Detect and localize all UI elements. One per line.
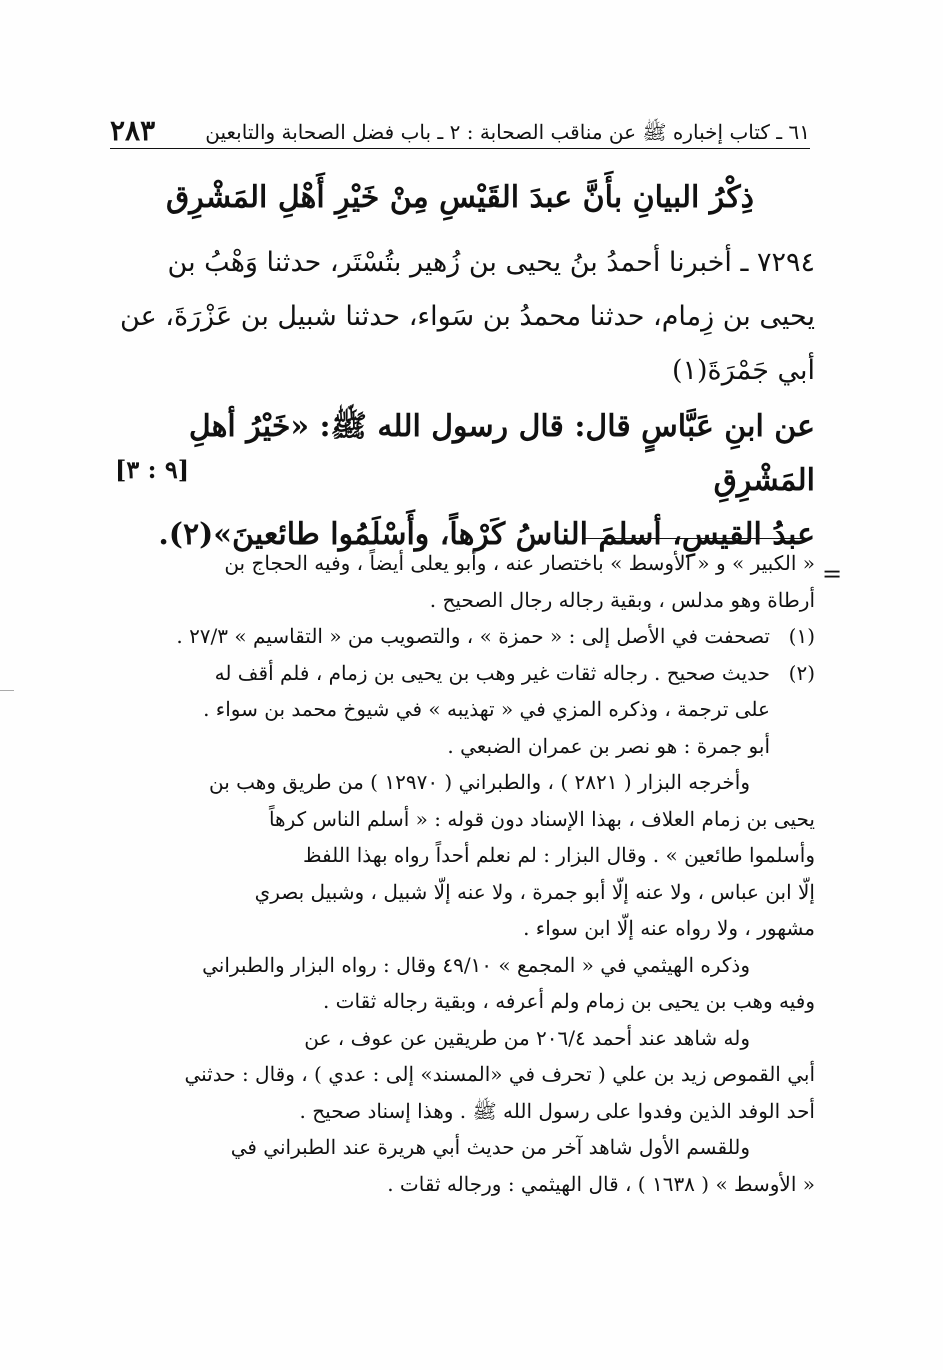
isnad-line: ٧٢٩٤ ـ أخبرنا أحمدُ بنُ يحيى بن زُهير بتُسْتَر، حدثنا وَهْبُ بن [167, 247, 815, 278]
matn-line: عبدُ القيسِ، أسلمَ الناسُ كَرْهاً، وأَسْلَمُوا طائعينَ»(٢). [158, 517, 815, 552]
footnote-continuation-line: « الكبير » و « الأوسط » باختصار عنه ، وأبو يعلى أيضاً ، وفيه الحجاج بن [224, 551, 815, 575]
footnote-line: وأخرجه البزار ( ٢٨٢١ ) ، والطبراني ( ١٢٩٧٠ ) من طريق وهب بن [208, 770, 750, 794]
footnote-line: مشهور ، ولا رواه عنه إلّا ابن سواء . [523, 916, 815, 940]
footnote-number: (١) [788, 624, 815, 648]
footnote-2 [110, 655, 815, 692]
isnad-line: أبي جَمْرَةَ(١) [671, 355, 815, 386]
hadith-reference: [٩ : ٣] [115, 455, 190, 484]
footnote-line: يحيى بن زمام العلاف ، بهذا الإسناد دون قوله : « أسلم الناس كرهاً [268, 806, 815, 831]
footnote-text: تصحفت في الأصل إلى : « حمزة » ، والتصويب من « التقاسيم » ٢٧/٣ . [176, 624, 770, 648]
footnotes [110, 545, 815, 1202]
page-number: ٢٨٣ [110, 114, 156, 147]
footnote-text: حديث صحيح . رجاله ثقات غير وهب بن يحيى بن زمام ، فلم أقف له [214, 660, 770, 685]
footnote-line: وللقسم الأول شاهد آخر من حديث أبي هريرة عند الطبراني في [230, 1135, 750, 1159]
footnote-line: وذكره الهيثمي في « المجمع » ٤٩/١٠ وقال : رواه البزار والطبراني [202, 952, 750, 977]
footnote-line: وفيه وهب بن يحيى بن زمام ولم أعرفه ، وبقية رجاله ثقات . [322, 989, 815, 1013]
isnad-line: يحيى بن زِمام، حدثنا محمدُ بن سَواء، حدثنا شبيل بن عَزْرَةَ، عن [120, 301, 815, 332]
margin-mark [0, 690, 14, 691]
footnote-line: أبو جمرة : هو نصر بن عمران الضبعي . [447, 733, 770, 758]
footnote-line: أحد الوفد الذين وفدوا على رسول الله ﷺ . وهذا إسناد صحيح . [299, 1098, 815, 1123]
running-title: ٦١ ـ كتاب إخباره ﷺ عن مناقب الصحابة : ٢ ـ باب فضل الصحابة والتابعين [205, 120, 810, 144]
chapter-title: ذِكْرُ البيانِ بأَنَّ عبدَ القَيْسِ مِنْ خَيْرِ أَهْلِ المَشْرِق [165, 180, 755, 215]
continuation-mark: = [822, 560, 843, 588]
footnote-separator [585, 538, 810, 539]
footnote-line: وأسلموا طائعين » . وقال البزار : لم نعلم أحداً رواه بهذا اللفظ [302, 843, 815, 867]
footnote-number: (٢) [788, 660, 815, 685]
footnote-continuation-line: أرطاة وهو مدلس ، وبقية رجاله رجال الصحيح . [429, 587, 815, 612]
footnote-line: أبي القموص زيد بن علي ( تحرف في «المسند» إلى : عدي ) ، وقال : حدثني [184, 1062, 815, 1086]
page-header [110, 112, 810, 152]
matn-line: عن ابنِ عَبَّاسٍ قال: قال رسول الله ﷺ: «خَيْرُ أهلِ المَشْرِقِ [188, 409, 815, 498]
hadith-isnad [110, 236, 815, 398]
footnote-line: « الأوسط » ( ١٦٣٨ ) ، قال الهيثمي : ورجاله ثقات . [387, 1171, 815, 1196]
footnote-line: إلّا ابن عباس ، ولا عنه إلّا أبو جمرة ، ولا عنه إلّا شبيل ، وشبيل بصري [254, 879, 815, 904]
footnote-line: على ترجمة ، وذكره المزي في « تهذيبه » في شيوخ محمد بن سواء . [203, 697, 770, 721]
header-rule [110, 148, 810, 149]
footnote-line: وله شاهد عند أحمد ٢٠٦/٤ من طريقين عن عوف ، عن [304, 1025, 750, 1050]
footnote-paragraphs [110, 764, 815, 1202]
footnote-1 [110, 618, 815, 655]
